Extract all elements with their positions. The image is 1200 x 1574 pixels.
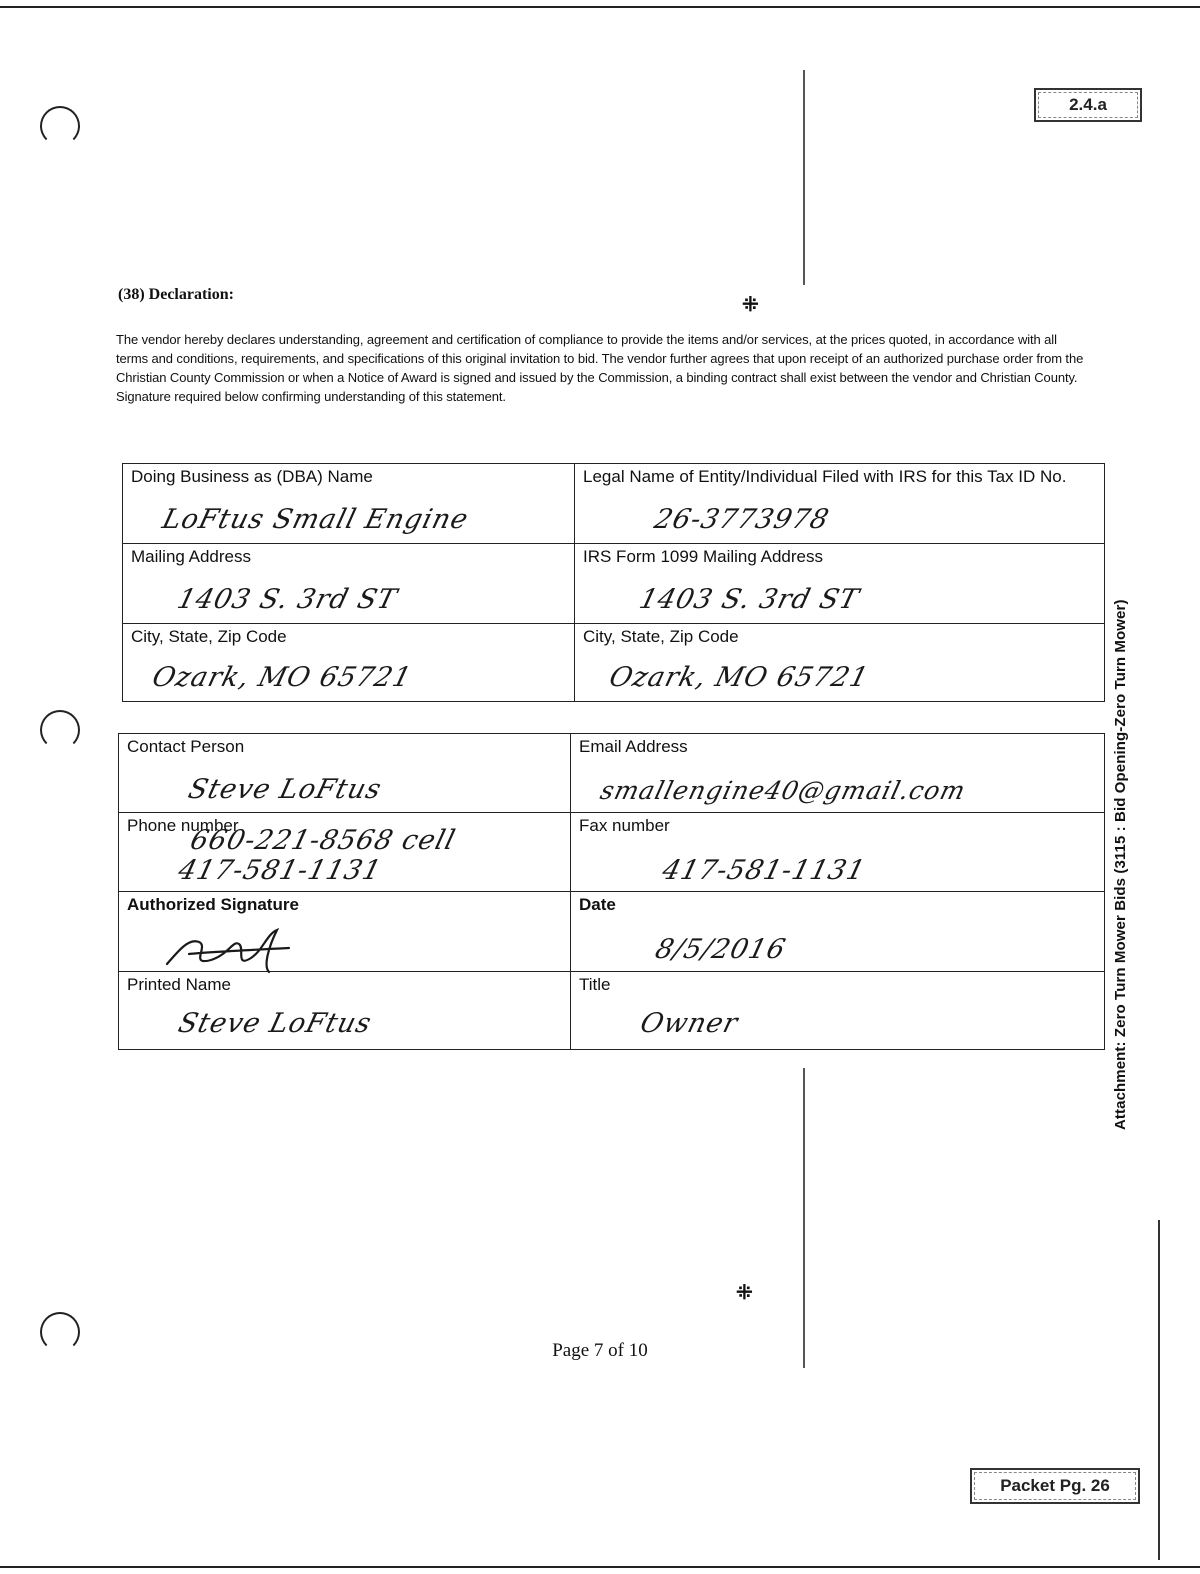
declaration-body: The vendor hereby declares understanding, agreement and certification of compliance to provide the items and/or services, at the prices quoted, in accordance with all terms and conditions, requirements, and specifications of this original invitation to bid. The vendor further agrees that upon receipt of an authorized purchase order from the Christian County Commission or when a Notice of Award is signed and issued by the Commission, a binding contract shall exist between the vendor and Christian County. Signature required below confirming understanding of this statement. bbox=[116, 332, 1084, 404]
city-state-zip-label: City, State, Zip Code bbox=[131, 627, 287, 646]
email-cell bbox=[571, 734, 1105, 813]
date-label: Date bbox=[579, 895, 616, 914]
authorized-signature-scribble bbox=[159, 920, 319, 976]
mailing-address-label: Mailing Address bbox=[131, 547, 252, 566]
dba-handwritten: LoFtus Small Engine bbox=[159, 504, 472, 535]
packet-page-stamp: Packet Pg. 26 bbox=[970, 1468, 1140, 1504]
authorized-signature-label: Authorized Signature bbox=[127, 895, 299, 914]
contact-info-table bbox=[118, 733, 1105, 1050]
printed-name-label: Printed Name bbox=[127, 975, 231, 994]
phone-cell bbox=[119, 813, 571, 892]
bottom-border-line bbox=[0, 1566, 1200, 1568]
date-handwritten: 8/5/2016 bbox=[652, 934, 790, 965]
city-state-zip-2-label: City, State, Zip Code bbox=[583, 627, 739, 646]
email-label: Email Address bbox=[579, 737, 688, 756]
fax-handwritten: 417-581-1131 bbox=[659, 855, 869, 886]
irs-address-label: IRS Form 1099 Mailing Address bbox=[583, 547, 823, 566]
attachment-side-caption: Attachment: Zero Turn Mower Bids (3115 : Bid Opening-Zero Turn Mower) bbox=[1112, 599, 1129, 1130]
fax-label: Fax number bbox=[579, 816, 670, 835]
printed-name-handwritten: Steve LoFtus bbox=[175, 1008, 376, 1039]
city-state-zip-2-handwritten: Ozark, MO 65721 bbox=[606, 662, 873, 693]
mailing-address-handwritten: 1403 S. 3rd ST bbox=[174, 584, 401, 615]
contact-person-cell bbox=[119, 734, 571, 813]
dba-cell bbox=[123, 464, 575, 544]
email-handwritten: smallengine40@gmail.com bbox=[597, 776, 969, 805]
fax-cell bbox=[571, 813, 1105, 892]
scan-mark: ⁜ bbox=[736, 1282, 753, 1304]
contact-person-handwritten: Steve LoFtus bbox=[185, 774, 386, 805]
punch-hole bbox=[40, 106, 80, 146]
scan-vertical-line bbox=[803, 70, 805, 285]
printed-name-cell bbox=[119, 972, 571, 1050]
city-state-zip-2-cell bbox=[575, 624, 1105, 702]
irs-address-handwritten: 1403 S. 3rd ST bbox=[636, 584, 863, 615]
scan-mark: ⁜ bbox=[742, 294, 759, 316]
city-state-zip-handwritten: Ozark, MO 65721 bbox=[149, 662, 416, 693]
mailing-address-cell bbox=[123, 544, 575, 624]
legal-name-handwritten: 26-3773978 bbox=[651, 504, 833, 535]
title-cell bbox=[571, 972, 1105, 1050]
legal-name-cell bbox=[575, 464, 1105, 544]
phone-handwritten-cell: 660-221-8568 cell bbox=[187, 825, 459, 856]
title-handwritten: Owner bbox=[637, 1008, 742, 1039]
irs-address-cell bbox=[575, 544, 1105, 624]
scan-vertical-line bbox=[803, 1068, 805, 1368]
phone-label: Phone number bbox=[127, 816, 239, 835]
contact-person-label: Contact Person bbox=[127, 737, 245, 756]
legal-name-label: Legal Name of Entity/Individual Filed with IRS for this Tax ID No. bbox=[583, 467, 1067, 486]
date-cell bbox=[571, 892, 1105, 972]
vendor-info-table bbox=[122, 463, 1105, 702]
phone-handwritten-office: 417-581-1131 bbox=[175, 855, 385, 886]
declaration-heading: (38) Declaration: bbox=[118, 286, 234, 303]
title-label: Title bbox=[579, 975, 611, 994]
scan-vertical-line bbox=[1158, 1220, 1160, 1560]
dba-label: Doing Business as (DBA) Name bbox=[131, 467, 373, 486]
punch-hole bbox=[40, 710, 80, 750]
authorized-signature-cell bbox=[119, 892, 571, 972]
page-number: Page 7 of 10 bbox=[552, 1340, 648, 1361]
attachment-number-stamp: 2.4.a bbox=[1034, 88, 1142, 122]
city-state-zip-cell bbox=[123, 624, 575, 702]
top-border-line bbox=[0, 6, 1200, 8]
